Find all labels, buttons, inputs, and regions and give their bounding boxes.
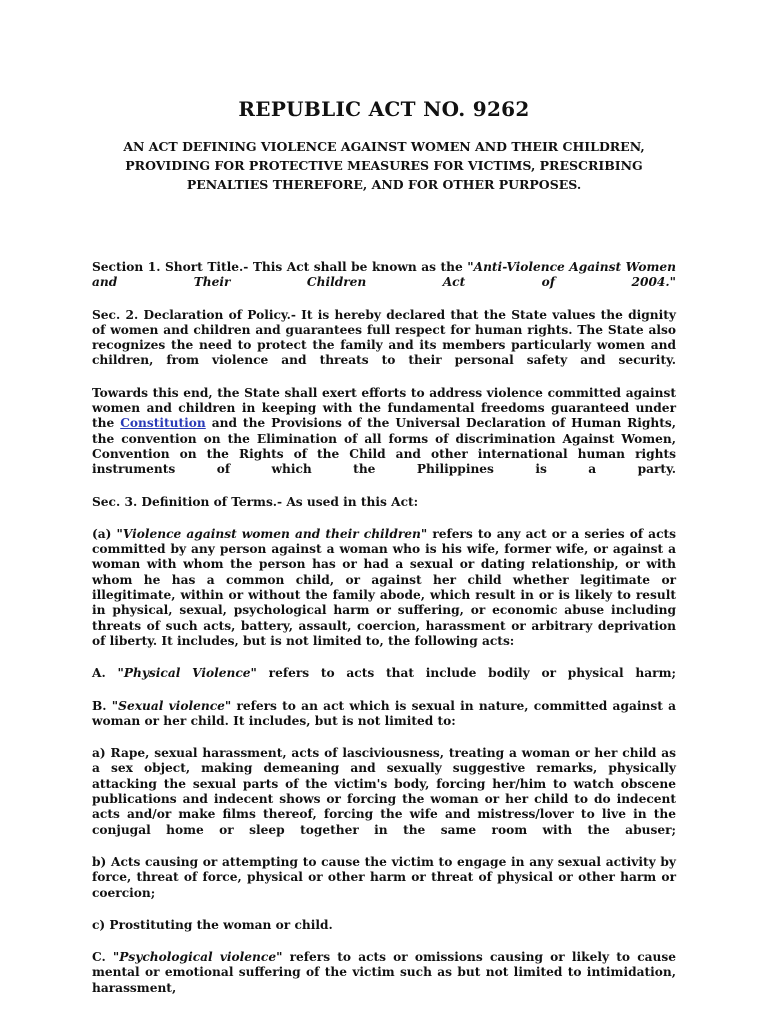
sexual-violence-lead: B.: [92, 698, 112, 713]
psychological-violence-definition: refers to acts or omissions causing or likely to cause mental or emotional suffering of the victim such as but not limited to intimidation, harassment,: [92, 950, 676, 995]
document-subtitle: AN ACT DEFINING VIOLENCE AGAINST WOMEN AND THEIR CHILDREN, PROVIDING FOR PROTECTIVE MEASURES FOR VICTIMS, PRESCRIBING PENALTIES THEREFORE, AND FOR OTHER PURPOSES.: [123, 139, 645, 192]
sexual-violence-term: "Sexual violence": [111, 698, 232, 713]
section-1-lead: Section 1. Short Title.- This Act shall be known as the: [92, 260, 468, 274]
item-a-term: "Violence against women and their children": [116, 526, 428, 541]
psychological-violence-lead: C.: [92, 950, 113, 965]
section-1-act-name: "Anti-Violence Against Women and Their Children Act of 2004.": [92, 260, 676, 290]
section-3-item-a: [92, 527, 676, 649]
physical-violence-definition: refers to acts that include bodily or physical harm;: [256, 666, 676, 681]
item-a-definition: refers to any act or a series of acts committed by any person against a woman who is his wife, former wife, or against a woman with whom the person has or had a sexual or dating relationship, or with whom he has a common child, or against her child whether legitimate or illegitimate, within or without the family abode, which result in or is likely to result in physical, sexual, psychological harm or suffering, or economic abuse including threats of such acts, battery, assault, coercion, harassment or arbitrary deprivation of liberty. It includes, but is not limited to, the following acts:: [92, 526, 676, 648]
psychological-violence-term: "Psychological violence": [112, 950, 283, 965]
physical-violence-lead: A.: [92, 666, 118, 681]
document-title: REPUBLIC ACT NO. 9262: [238, 97, 530, 122]
sexual-violence-item-a: a) Rape, sexual harassment, acts of lasciviousness, treating a woman or her child as a sex object, making demeaning and sexually suggestive remarks, physically attacking the sexual parts of the victim's body, forcing her/him to watch obscene publications and indecent shows or forcing the woman or her child to do indecent acts and/or make films thereof, forcing the wife and mistress/lover to live in the conjugal home or sleep together in the same room with the abuser;: [92, 746, 676, 837]
section-3-definition-of-terms: Sec. 3. Definition of Terms.- As used in this Act:: [92, 494, 419, 509]
sexual-violence-item-b: b) Acts causing or attempting to cause the victim to engage in any sexual activity by force, threat of force, physical or other harm or threat of physical or other harm or coercion;: [92, 854, 676, 900]
section-1-short-title: [92, 260, 676, 291]
section-2b-lead: Towards this end, the State shall exert efforts to address violence committed against women and children in keeping with the fundamental freedoms guaranteed under the: [92, 385, 676, 431]
section-2-declaration-of-policy: Sec. 2. Declaration of Policy.- It is hereby declared that the State values the dignity of women and children and guarantees full respect for human rights. The State also recognizes the need to protect the family and its members particularly women and children, from violence and threats to their personal safety and security.: [92, 307, 676, 368]
sexual-violence-paragraph: [92, 699, 676, 730]
physical-violence-paragraph: [92, 666, 676, 681]
psychological-violence-paragraph: [92, 950, 676, 996]
section-2-paragraph-2: [92, 386, 676, 478]
document-body: [92, 260, 676, 1013]
section-2b-tail: and the Provisions of the Universal Declaration of Human Rights, the convention on the Elimination of all forms of discrimination Against Women, Convention on the Rights of the Child and other international human rights instruments of which the Philippines is a party.: [92, 416, 676, 477]
constitution-link[interactable]: Constitution: [120, 416, 206, 431]
physical-violence-term: "Physical Violence": [117, 666, 257, 681]
sexual-violence-definition: refers to an act which is sexual in nature, committed against a woman or her child. It includes, but is not limited to:: [92, 698, 676, 728]
sexual-violence-item-c: c) Prostituting the woman or child.: [92, 917, 333, 932]
item-a-lead: (a): [92, 526, 117, 541]
